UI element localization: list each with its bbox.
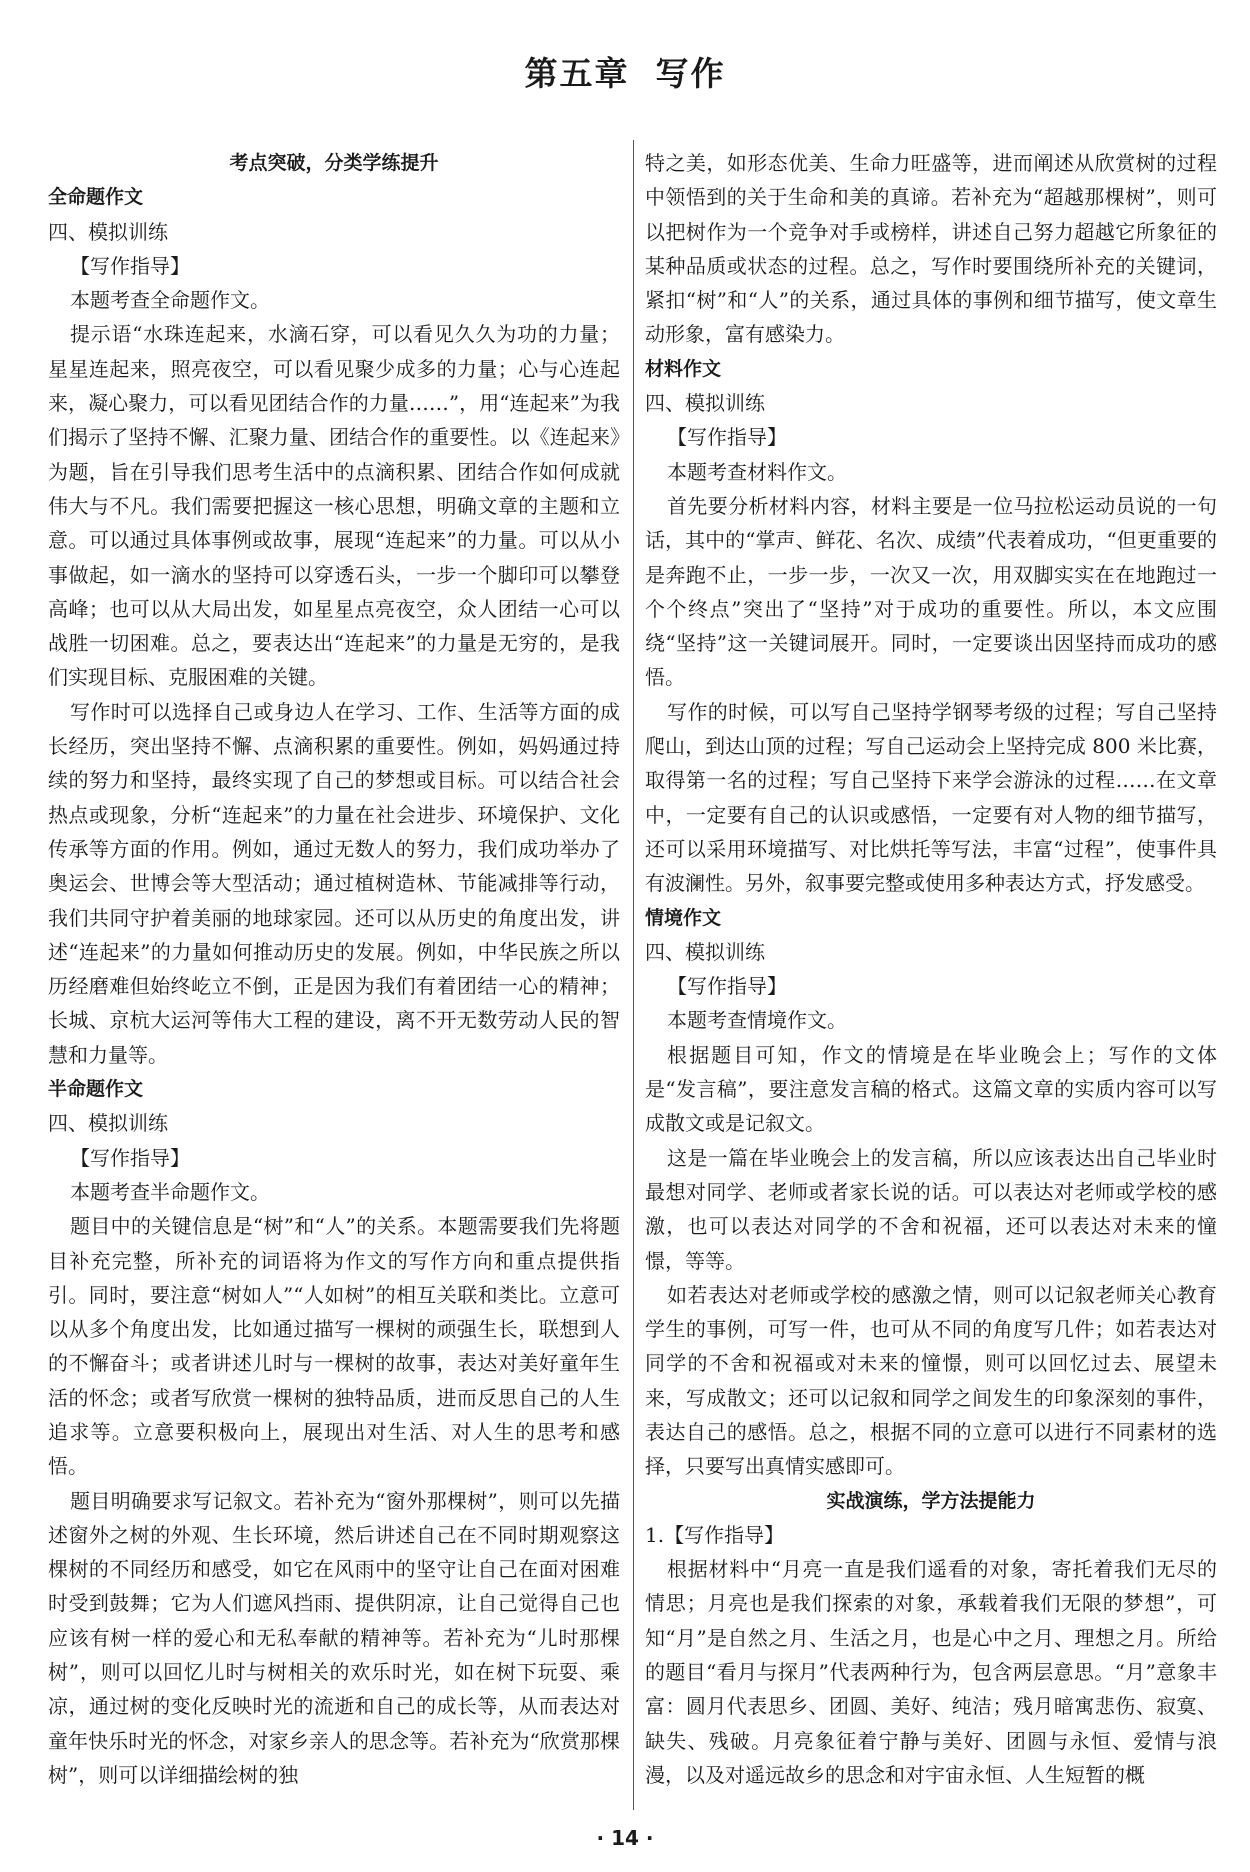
subsection-heading: 四、模拟训练 <box>48 1111 168 1136</box>
numbered-item-heading <box>645 1518 1217 1552</box>
subsection-heading: 四、模拟训练 <box>48 219 168 244</box>
paragraph: 写作时可以选择自己或身边人在学习、工作、生活等方面的成长经历，突出坚持不懈、点滴积累的重要性。例如，妈妈通过持续的努力和坚持，最终实现了自己的梦想或目标。可以结合社会热点或现象，分析“连起来”的力量在社会进步、环境保护、文化传承等方面的作用。例如，通过无数人的努力，我们成功举办了奥运会、世博会等大型活动；通过植树造林、节能减排等行动，我们共同守护着美丽的地球家园。还可以从历史的角度出发，讲述“连起来”的力量如何推动历史的发展。例如，中华民族之所以历经磨难但始终屹立不倒，正是因为我们有着团结一心的精神；长城、京杭大运河等伟大工程的建设，离不开无数劳动人民的智慧和力量等。 <box>48 699 620 1067</box>
subsection-heading: 四、模拟训练 <box>645 391 765 416</box>
paragraph: 本题考查全命题作文。 <box>70 288 270 313</box>
category-heading: 情境作文 <box>645 906 722 929</box>
paragraph: 根据材料中“月亮一直是我们遥看的对象，寄托着我们无尽的情思；月亮也是我们探索的对象，承载着我们无限的梦想”，可知“月”是自然之月、生活之月，也是心中之月、理想之月。所给的题目“看月与探月”代表两种行为，包含两层意思。“月”意象丰富：圆月代表思乡、团圆、美好、纯洁；残月暗寓悲伤、寂寞、缺失、残破。月亮象征着宁静与美好、团圆与永恒、爱情与浪漫，以及对遥远故乡的思念和对宇宙永恒、人生短暂的概 <box>645 1557 1217 1787</box>
section-title: 实战演练，学方法提能力 <box>826 1489 1036 1512</box>
paragraph: 本题考查半命题作文。 <box>70 1179 270 1204</box>
subsection-heading: 四、模拟训练 <box>645 939 765 964</box>
left-column <box>48 146 620 1792</box>
paragraph: 本题考查情境作文。 <box>667 1008 847 1033</box>
item-number: 1. <box>645 1522 665 1547</box>
chapter-number: 第五章 <box>524 54 630 93</box>
paragraph: 题目明确要求写记叙文。若补充为“窗外那棵树”，则可以先描述窗外之树的外观、生长环境，然后讲述自己在不同时期观察这棵树的不同经历和感受，如它在风雨中的坚守让自己在面对困难时受到鼓舞；它为人们遮风挡雨、提供阴凉，让自己觉得自己也应该有树一样的爱心和无私奉献的精神等。若补充为“儿时那棵树”，则可以回忆儿时与树相关的欢乐时光，如在树下玩耍、乘凉，通过树的变化反映时光的流逝和自己的成长等，从而表达对童年快乐时光的怀念，对家乡亲人的思念等。若补充为“欣赏那棵树”，则可以详细描绘树的独 <box>48 1488 620 1787</box>
category-heading: 全命题作文 <box>48 186 144 209</box>
paragraph: 题目中的关键信息是“树”和“人”的关系。本题需要我们先将题目补充完整，所补充的词语将为作文的写作方向和重点提供指引。同时，要注意“树如人”“人如树”的相互关联和类比。立意可以从多个角度出发，比如通过描写一棵树的顽强生长，联想到人的不懈奋斗；或者讲述儿时与一棵树的故事，表达对美好童年生活的怀念；或者写欣赏一棵树的独特品质，进而反思自己的人生追求等。立意要积极向上，展现出对生活、对人生的思考和感悟。 <box>48 1214 620 1479</box>
guide-label: 【写作指导】 <box>70 253 190 278</box>
paragraph: 根据题目可知，作文的情境是在毕业晚会上；写作的文体是“发言稿”，要注意发言稿的格式。这篇文章的实质内容可以写成散文或是记叙文。 <box>645 1042 1217 1136</box>
column-divider <box>633 140 634 1810</box>
paragraph-continued: 特之美，如形态优美、生命力旺盛等，进而阐述从欣赏树的过程中领悟到的关于生命和美的真谛。若补充为“超越那棵树”，则可以把树作为一个竞争对手或榜样，讲述自己努力超越它所象征的某种品质或状态的过程。总之，写作时要围绕所补充的关键词，紧扣“树”和“人”的关系，通过具体的事例和细节描写，使文章生动形象，富有感染力。 <box>645 151 1217 347</box>
chapter-name: 写作 <box>655 54 726 93</box>
right-column <box>645 146 1217 1792</box>
paragraph: 提示语“水珠连起来，水滴石穿，可以看见久久为功的力量；星星连起来，照亮夜空，可以看见聚少成多的力量；心与心连起来，凝心聚力，可以看见团结合作的力量……”，用“连起来”为我们揭示了坚持不懈、汇聚力量、团结合作的重要性。以《连起来》为题，旨在引导我们思考生活中的点滴积累、团结合作如何成就伟大与不凡。我们需要把握这一核心思想，明确文章的主题和立意。可以通过具体事例或故事，展现“连起来”的力量。可以从小事做起，如一滴水的坚持可以穿透石头，一步一个脚印可以攀登高峰；也可以从大局出发，如星星点亮夜空，众人团结一心可以战胜一切困难。总之，要表达出“连起来”的力量是无穷的，是我们实现目标、克服困难的关键。 <box>48 322 620 690</box>
section-title: 考点突破，分类学练提升 <box>229 152 439 174</box>
paragraph: 首先要分析材料内容，材料主要是一位马拉松运动员说的一句话，其中的“掌声、鲜花、名次、成绩”代表着成功，“但更重要的是奔跑不止，一步一步，一次又一次，用双脚实实在在地跑过一个个终点”突出了“坚持”对于成功的重要性。所以，本文应围绕“坚持”这一关键词展开。同时，一定要谈出因坚持而成功的感悟。 <box>645 493 1217 690</box>
paragraph: 本题考查材料作文。 <box>667 459 847 484</box>
guide-label: 【写作指导】 <box>667 425 787 450</box>
paragraph: 这是一篇在毕业晚会上的发言稿，所以应该表达出自己毕业时最想对同学、老师或者家长说的话。可以表达对老师或学校的感激，也可以表达对同学的不舍和祝福，还可以表达对未来的憧憬，等等。 <box>645 1145 1217 1273</box>
paragraph: 写作的时候，可以写自己坚持学钢琴考级的过程；写自己坚持爬山，到达山顶的过程；写自己运动会上坚持完成 800 米比赛，取得第一名的过程；写自己坚持下来学会游泳的过程……在文章中，一定要有自己的认识或感悟，一定要有对人物的细节描写，还可以采用环境描写、对比烘托等写法，丰富“过程”，使事件具有波澜性。另外，叙事要完整或使用多种表达方式，抒发感受。 <box>645 699 1217 896</box>
page-number: · 14 · <box>596 1826 654 1850</box>
category-heading: 半命题作文 <box>48 1078 144 1101</box>
category-heading: 材料作文 <box>645 357 722 380</box>
chapter-title <box>0 48 1250 95</box>
guide-label: 【写作指导】 <box>70 1145 190 1170</box>
guide-label: 【写作指导】 <box>667 974 787 999</box>
guide-label: 【写作指导】 <box>664 1522 785 1547</box>
paragraph: 如若表达对老师或学校的感激之情，则可以记叙老师关心教育学生的事例，可写一件，也可从不同的角度写几件；如若表达对同学的不舍和祝福或对未来的憧憬，则可以回忆过去、展望未来，写成散文；还可以记叙和同学之间发生的印象深刻的事件，表达自己的感悟。总之，根据不同的立意可以进行不同素材的选择，只要写出真情实感即可。 <box>645 1282 1217 1479</box>
